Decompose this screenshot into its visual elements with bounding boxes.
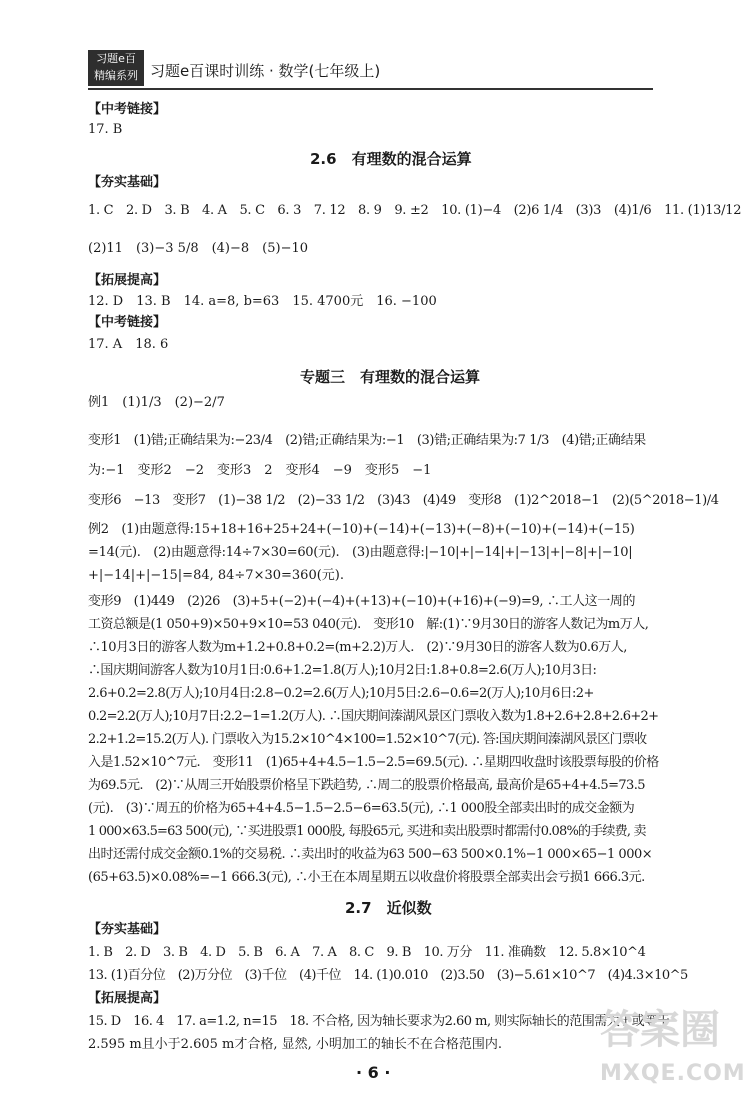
- example-line: =14(元). (2)由题意得:14÷7×30=60(元). (3)由题意得:|−10|+|−14|+|−13|+|−8|+|−10|: [88, 545, 633, 560]
- section-tag: 【拓展提高】: [88, 991, 167, 1006]
- page-number: · 6 ·: [356, 1063, 391, 1082]
- section-tag: 【中考链接】: [88, 315, 167, 330]
- answer-line: 15. D 16. 4 17. a=1.2, n=15 18. 不合格, 因为轴长要求为2.60 m, 则实际轴长的范围需大于或等于: [88, 1014, 670, 1029]
- example-line: +|−14|+|−15|=84, 84÷7×30=360(元).: [88, 568, 344, 583]
- variant-line: 1 000×63.5=63 500(元), ∵买进股票1 000股, 每股65元, 买进和卖出股票时都需付0.08%的手续费, 卖: [88, 824, 646, 839]
- variant-line: 2.2+1.2=15.2(万人). 门票收入为15.2×10^4×100=1.52×10^7(元). 答:国庆期间溱湖风景区门票收: [88, 732, 647, 747]
- variant-line: 变形9 (1)449 (2)26 (3)+5+(−2)+(−4)+(+13)+(−10)+(+16)+(−9)=9, ∴工人这一周的: [88, 594, 636, 609]
- series-logo: [88, 50, 144, 86]
- section-title: 2.6 有理数的混合运算: [310, 150, 472, 168]
- answer-line: (2)11 (3)−3 5/8 (4)−8 (5)−10: [88, 241, 309, 256]
- section-tag: 【夯实基础】: [88, 922, 167, 937]
- variant-line: 工资总额是(1 050+9)×50+9×10=53 040(元). 变形10 解:(1)∵9月30日的游客人数记为m万人,: [88, 617, 649, 632]
- answer-line: 1. B 2. D 3. B 4. D 5. B 6. A 7. A 8. C 9. B 10. 万分 11. 准确数 12. 5.8×10^4: [88, 945, 646, 960]
- variant-line: ∴10月3日的游客人数为m+1.2+0.8+0.2=(m+2.2)万人. (2)∵9月30日的游客人数为0.6万人,: [88, 640, 627, 655]
- watermark-text: 答案圈: [600, 1007, 720, 1053]
- variant-line: (65+63.5)×0.08%=−1 666.3(元), ∴小王在本周星期五以收盘价将股票全部卖出会亏损1 666.3元.: [88, 870, 645, 885]
- variant-line: 入是1.52×10^7元. 变形11 (1)65+4+4.5−1.5−2.5=69.5(元). ∴星期四收盘时该股票每股的价格: [88, 755, 659, 770]
- example-line: 例1 (1)1/3 (2)−2/7: [88, 395, 225, 410]
- logo-line-2: 精编系列: [94, 69, 138, 82]
- answer-line: 17. A 18. 6: [88, 337, 169, 352]
- answer-line: 2.595 m且小于2.605 m才合格, 显然, 小明加工的轴长不在合格范围内.: [88, 1037, 503, 1052]
- variant-line: 变形1 (1)错;正确结果为:−23/4 (2)错;正确结果为:−1 (3)错;正确结果为:7 1/3 (4)错;正确结果: [88, 433, 646, 448]
- series-title: 习题e百课时训练 · 数学(七年级上): [150, 62, 381, 80]
- variant-line: 为69.5元. (2)∵从周三开始股票价格呈下跌趋势, ∴周二的股票价格最高, 最高价是65+4+4.5=73.5: [88, 778, 645, 793]
- answer-line: 17. B: [88, 122, 123, 137]
- section-tag: 【夯实基础】: [88, 175, 167, 190]
- variant-line: 出时还需付成交金额0.1%的交易税. ∴卖出时的收益为63 500−63 500×0.1%−1 000×65−1 000×: [88, 847, 653, 862]
- watermark-url: MXQE.COM: [600, 1061, 746, 1086]
- answer-line: 13. (1)百分位 (2)万分位 (3)千位 (4)千位 14. (1)0.010 (2)3.50 (3)−5.61×10^7 (4)4.3×10^5: [88, 968, 688, 983]
- variant-line: 2.6+0.2=2.8(万人);10月4日:2.8−0.2=2.6(万人);10月5日:2.6−0.6=2(万人);10月6日:2+: [88, 686, 594, 701]
- section-tag: 【拓展提高】: [88, 273, 167, 288]
- section-title: 2.7 近似数: [345, 899, 432, 917]
- variant-line: 0.2=2.2(万人);10月7日:2.2−1=1.2(万人). ∴国庆期间溱湖风景区门票收入数为1.8+2.6+2.8+2.6+2+: [88, 709, 659, 724]
- section-tag: 【中考链接】: [88, 102, 167, 117]
- example-line: 例2 (1)由题意得:15+18+16+25+24+(−10)+(−14)+(−13)+(−8)+(−10)+(−14)+(−15): [88, 522, 635, 537]
- variant-line: (元). (3)∵周五的价格为65+4+4.5−1.5−2.5−6=63.5(元), ∴1 000股全部卖出时的成交金额为: [88, 801, 635, 816]
- watermark-logo: [600, 1007, 746, 1098]
- header-rule: [88, 88, 653, 90]
- variant-line: ∴国庆期间游客人数为10月1日:0.6+1.2=1.8(万人);10月2日:1.8+0.8=2.6(万人);10月3日:: [88, 663, 597, 678]
- answer-line: 1. C 2. D 3. B 4. A 5. C 6. 3 7. 12 8. 9 9. ±2 10. (1)−4 (2)6 1/4 (3)3 (4)1/6 11. (1)13/12: [88, 203, 742, 218]
- logo-line-1: 习题e百: [96, 52, 136, 65]
- answer-line: 12. D 13. B 14. a=8, b=63 15. 4700元 16. −100: [88, 294, 437, 309]
- variant-line: 为:−1 变形2 −2 变形3 2 变形4 −9 变形5 −1: [88, 463, 432, 478]
- topic-title: 专题三 有理数的混合运算: [300, 368, 481, 386]
- variant-line: 变形6 −13 变形7 (1)−38 1/2 (2)−33 1/2 (3)43 (4)49 变形8 (1)2^2018−1 (2)(5^2018−1)/4: [88, 493, 719, 508]
